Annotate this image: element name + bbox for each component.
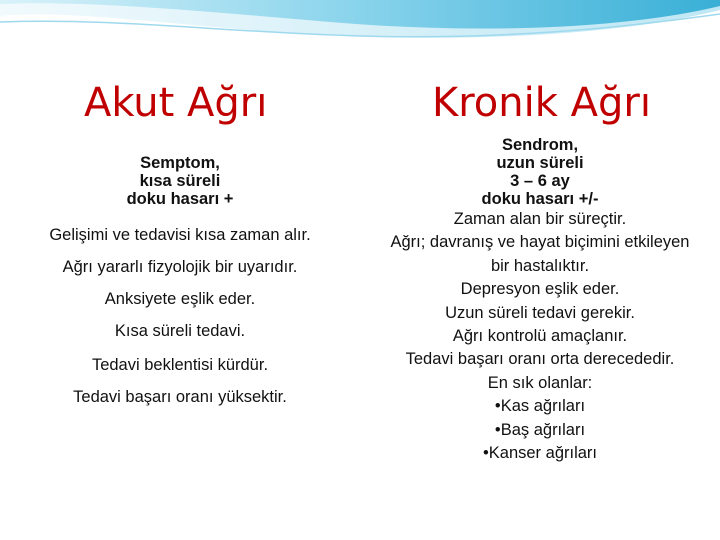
kronik-column [360, 136, 720, 465]
kronik-item: Ağrı kontrolü amaçlanır. [452, 327, 628, 346]
akut-summary-line: doku hasarı + [126, 190, 234, 208]
akut-item: Ağrı yararlı fizyolojik bir uyarıdır. [62, 258, 298, 276]
kronik-item-bullet: •Baş ağrıları [494, 420, 586, 439]
kronik-item: Tedavi başarı oranı orta derecededir. [405, 350, 675, 369]
kronik-item: bir hastalıktır. [490, 256, 590, 275]
akut-summary-line: Semptom, [140, 154, 220, 172]
akut-summary [0, 154, 360, 208]
kronik-item: Uzun süreli tedavi gerekir. [445, 303, 635, 322]
kronik-item-bullet: •Kas ağrıları [494, 397, 586, 416]
akut-item: Tedavi başarı oranı yüksektir. [73, 388, 287, 406]
kronik-item-bullet: •Kanser ağrıları [483, 444, 597, 463]
akut-item: Kısa süreli tedavi. [114, 322, 246, 340]
kronik-items [360, 208, 720, 465]
kronik-item: Depresyon eşlik eder. [460, 280, 620, 299]
akut-agri-title: Akut Ağrı [84, 80, 268, 126]
kronik-summary [360, 136, 720, 208]
akut-item: Tedavi beklentisi kürdür. [91, 356, 269, 374]
kronik-item: Ağrı; davranış ve hayat biçimini etkileyen [390, 233, 690, 252]
akut-item: Anksiyete eşlik eder. [104, 290, 256, 308]
kronik-summary-line: 3 – 6 ay [510, 172, 570, 190]
kronik-summary-line: Sendrom, [501, 136, 579, 154]
kronik-agri-title: Kronik Ağrı [432, 80, 651, 126]
decorative-wave-banner [0, 0, 720, 60]
kronik-item: Zaman alan bir süreçtir. [453, 210, 627, 228]
akut-summary-line: kısa süreli [139, 172, 221, 190]
akut-item: Gelişimi ve tedavisi kısa zaman alır. [49, 226, 311, 244]
kronik-summary-line: uzun süreli [496, 154, 584, 172]
akut-column [0, 154, 360, 208]
kronik-item: En sık olanlar: [487, 373, 593, 392]
kronik-summary-line: doku hasarı +/- [481, 190, 599, 208]
